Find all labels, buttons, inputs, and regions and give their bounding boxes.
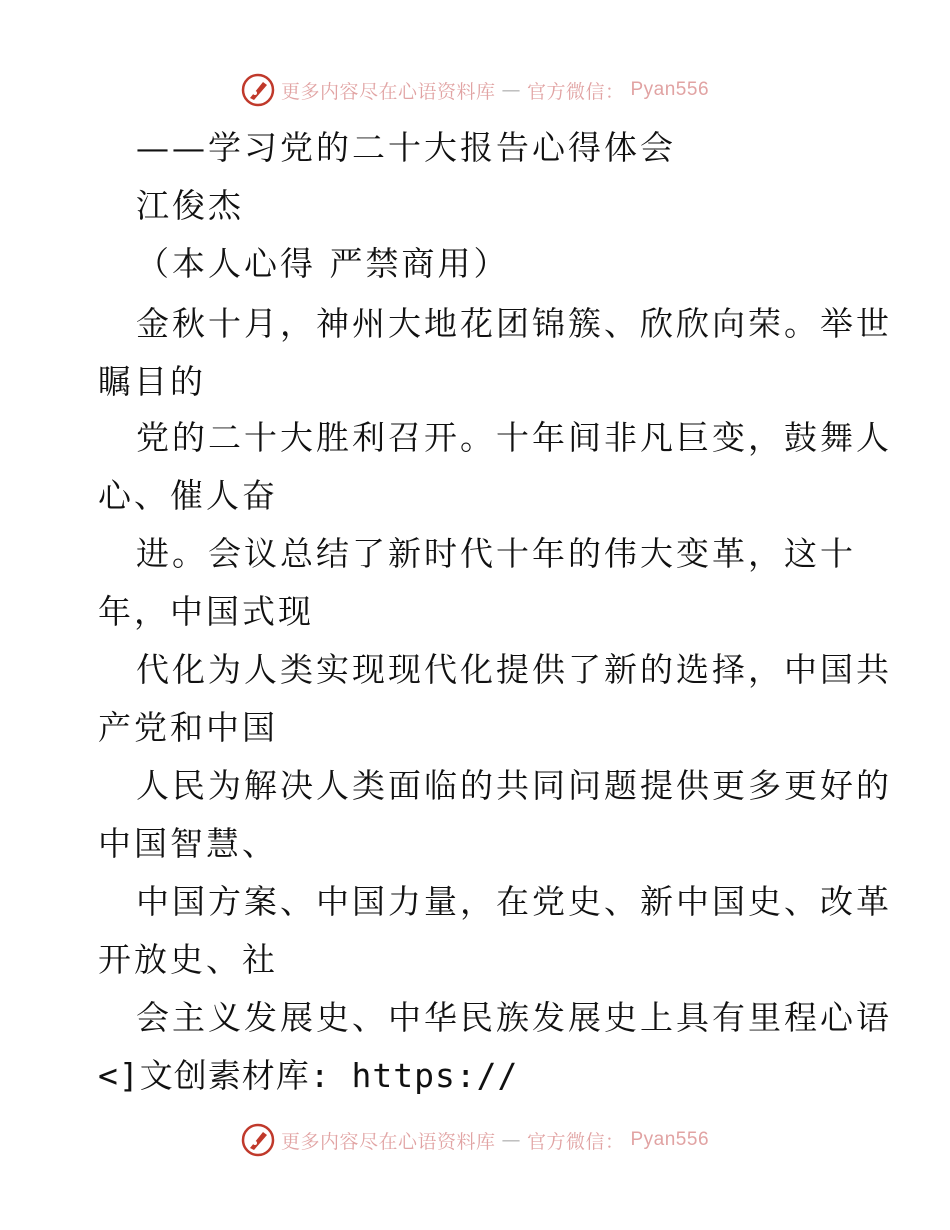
paragraph-line: 金秋十月，神州大地花团锦簇、欣欣向荣。举世	[136, 304, 892, 343]
document-author: 江俊杰	[136, 186, 244, 225]
paragraph-line: 中国智慧、	[98, 824, 278, 863]
paragraph-line-link: <]文创素材库: https://	[98, 1056, 519, 1095]
watermark-site-text: 更多内容尽在心语资料库	[280, 80, 496, 103]
watermark-separator: —	[501, 79, 521, 101]
watermark-wechat-label: 官方微信：	[526, 1130, 625, 1153]
paragraph-line: 瞩目的	[98, 362, 206, 401]
watermark-footer	[0, 1120, 950, 1160]
paragraph-line: 会主义发展史、中华民族发展史上具有里程心语	[136, 998, 892, 1037]
quill-pen-icon	[241, 73, 275, 107]
document-note: （本人心得 严禁商用）	[136, 244, 510, 283]
watermark-separator: —	[501, 1129, 521, 1151]
paragraph-line: 心、催人奋	[98, 476, 278, 515]
paragraph-line: 中国方案、中国力量，在党史、新中国史、改革	[136, 882, 892, 921]
watermark-site-text: 更多内容尽在心语资料库	[280, 1130, 496, 1153]
paragraph-line: 代化为人类实现现代化提供了新的选择，中国共	[136, 650, 892, 689]
paragraph-line: 产党和中国	[98, 708, 278, 747]
watermark-wechat-label: 官方微信：	[526, 80, 625, 103]
paragraph-line: 开放史、社	[98, 940, 278, 979]
watermark-wechat-id: Pyan556	[630, 79, 710, 100]
watermark-wechat-id: Pyan556	[630, 1129, 710, 1150]
paragraph-line: 年，中国式现	[98, 592, 314, 631]
paragraph-line: 人民为解决人类面临的共同问题提供更多更好的	[136, 766, 892, 805]
document-subtitle: ——学习党的二十大报告心得体会	[136, 128, 676, 167]
watermark-header	[0, 70, 950, 110]
paragraph-line: 党的二十大胜利召开。十年间非凡巨变，鼓舞人	[136, 418, 892, 457]
paragraph-line: 进。会议总结了新时代十年的伟大变革，这十	[136, 534, 856, 573]
quill-pen-icon	[241, 1123, 275, 1157]
